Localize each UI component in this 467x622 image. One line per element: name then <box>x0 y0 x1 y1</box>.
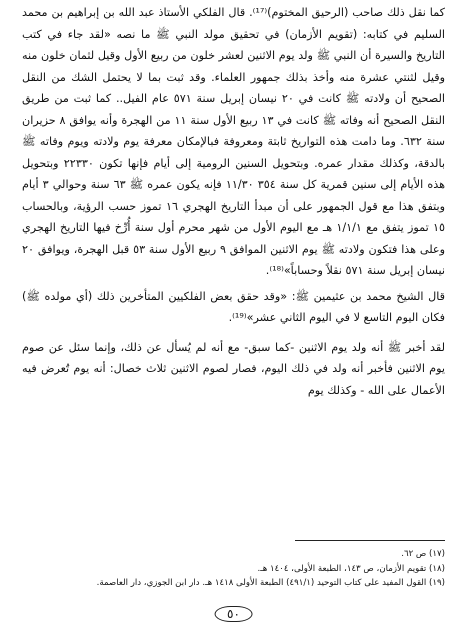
footnote-18: (١٨) تقويم الأزمان، ص ١٤٣، الطبعة الأولى، ١٤٠٤ هـ. <box>257 563 445 574</box>
body-paragraph-1: كما نقل ذلك صاحب (الرحيق المختوم)⁽¹⁷⁾. قال الفلكي الأستاذ عبد الله بن إبراهيم بن محمد السليم في كتابه: (تقويم الأزمان) في تحقيق مولد النبي ﷺ ما نصه «لقد جاء في كتب التاريخ والسيرة أن النبي ﷺ ولد يوم الاثنين لعشر خلون من ربيع الأول وقيل لثمان خلون منه وقيل لثنتي عشرة منه وأخذ بذلك جمهور العلماء. وقد ثبت بما لا يحتمل الشك من النقل الصحيح أن ولادته ﷺ كانت في ٢٠ نيسان إبريل سنة ٥٧١ عام الفيل.. كما ثبت من طريق النقل الصحيح أنه وفاته ﷺ كانت في ١٣ ربيع الأول سنة ١١ من الهجرة وأنه يوافق ٨ حزيران سنة ٦٣٢. وما دامت هذه التواريخ ثابتة ومعروفة فبالإمكان معرفة يوم ولادته ويوم وفاته ﷺ بالدقة، وكذلك مقدار عمره. وبتحويل السنين الرومية إلى أيام فإنها تكون ٢٢٣٣٠ وبتحويل هذه الأيام إلى سنين قمرية كل سنة ٣٥٤ ١١/٣٠ فإنه يكون عمره ﷺ ٦٣ سنة وحوالي ٣ أيام وبتفق هذا مع قول الجمهور على أن مبدأ التاريخ الهجري ١٦ تموز حسب الرؤية، وبالحساب ١٥ تموز يتفق مع ١/١/١ هـ مع اليوم الأول من شهر محرم أول سنة أُرِّخ فيها التاريخ الهجري وعلى هذا فتكون ولادته ﷺ يوم الاثنين الموافق ٩ ربيع الأول سنة ٥٣ قبل الهجرة، ويوافق ٢٠ نيسان إبريل سنة ٥٧١ نقلاً وحساباً»⁽¹⁸⁾. <box>22 6 445 277</box>
footnotes <box>22 547 445 591</box>
page-number-label: ٥٠ <box>214 606 253 622</box>
body-paragraph-2: قال الشيخ محمد بن عثيمين ﷺ: «وقد حقق بعض الفلكيين المتأخرين ذلك (أي مولده ﷺ) فكان اليوم التاسع لا في اليوم الثاني عشر»⁽¹⁹⁾. <box>22 289 445 324</box>
footnote-divider <box>295 540 445 541</box>
footnote-17: (١٧) ص ٦٢. <box>401 549 445 559</box>
footnote-19: (١٩) القول المفيد على كتاب التوحيد (٤٩١/١) الطبعة الأولى ١٤١٨ هـ. دار ابن الجوزي، دار العاصمة. <box>96 578 445 588</box>
page-number <box>214 606 253 622</box>
body-paragraph-3: لقد أخبر ﷺ أنه ولد يوم الاثنين -كما سبق- مع أنه لم يُسأل عن ذلك، وإنما سئل عن صوم يوم الاثنين فأخبر أنه ولد في ذلك اليوم، فصار لصوم الاثنين ثلاث خصال: أنه يوم تُعرض فيه الأعمال على الله - وكذلك يوم <box>22 340 445 397</box>
document-page <box>22 2 445 621</box>
